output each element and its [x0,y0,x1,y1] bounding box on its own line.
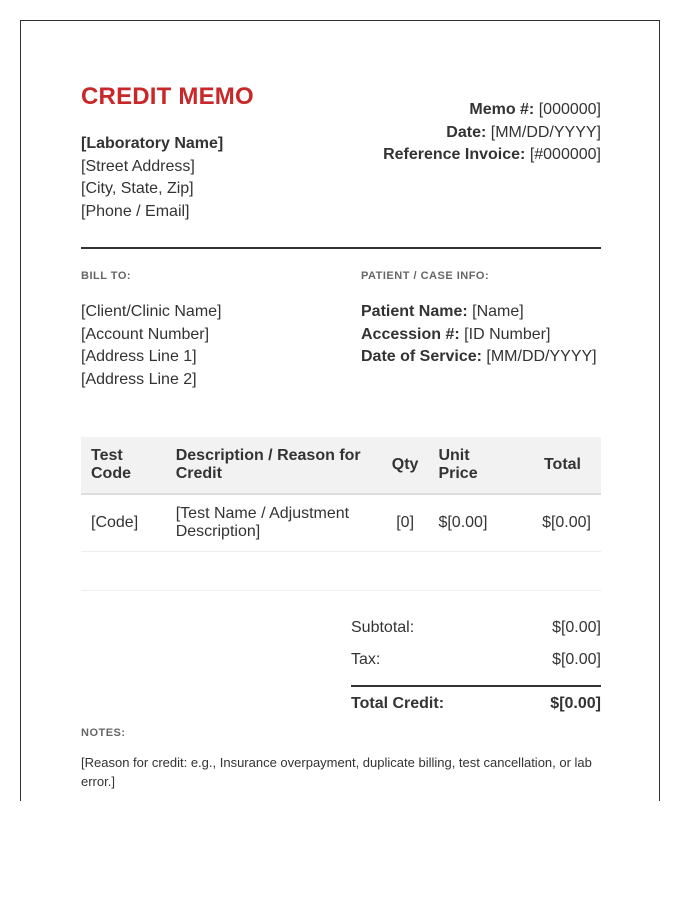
memo-meta [383,99,601,167]
cell-description: [Test Name / Adjustment Description] [166,494,382,552]
totals-block [351,617,601,712]
total-credit-row [351,695,601,717]
total-credit-label: Total Credit: [351,695,445,712]
patient-name-value: [Name] [472,303,524,320]
accession-value: [ID Number] [464,325,551,343]
memo-number-line [383,99,601,122]
memo-number-label: Memo #: [469,101,535,118]
total-credit-value: $[0.00] [550,695,601,712]
header-qty: Qty [382,437,429,494]
memo-number-value: [000000] [538,101,601,118]
header-unit-price: Unit Price [428,437,513,494]
address-line-1: [Address Line 1] [81,348,197,365]
patient-name-line [361,301,597,324]
street-address: [Street Address] [81,157,195,175]
table-row [81,494,601,552]
bill-to-label: BILL TO: [81,270,132,282]
tax-value: $[0.00] [552,651,601,668]
reference-invoice-label: Reference Invoice: [383,146,526,163]
account-number: [Account Number] [81,325,210,343]
bill-to-block [81,301,221,391]
reference-invoice-value: [#000000] [529,146,601,163]
laboratory-info [81,133,223,223]
tax-label: Tax: [351,651,381,668]
cell-qty: [0] [382,494,429,552]
memo-date-label: Date: [446,123,487,141]
subtotal-row [351,617,601,649]
memo-date-value: [MM/DD/YYYY] [490,123,601,141]
subtotal-label: Subtotal: [351,619,415,636]
date-of-service-label: Date of Service: [361,348,482,365]
patient-info-block [361,301,597,369]
header-total: Total [513,437,601,494]
patient-info-label: PATIENT / CASE INFO: [361,270,490,282]
date-of-service-line [361,346,597,369]
credit-memo-page [20,20,660,801]
document-title: CREDIT MEMO [81,83,254,110]
patient-name-label: Patient Name: [361,303,468,320]
city-state-zip: [City, State, Zip] [81,180,194,197]
client-clinic-name: [Client/Clinic Name] [81,303,222,320]
header-description: Description / Reason for Credit [166,437,382,494]
total-divider [351,685,601,687]
date-of-service-value: [MM/DD/YYYY] [486,348,597,365]
phone-email: [Phone / Email] [81,202,190,220]
header-divider [81,247,601,249]
table-header-row [81,437,601,494]
accession-label: Accession #: [361,325,460,343]
notes-label: NOTES: [81,727,126,739]
subtotal-value: $[0.00] [552,619,601,636]
cell-test-code: [Code] [81,494,166,552]
notes-text: [Reason for credit: e.g., Insurance overpayment, duplicate billing, test cancellation, or lab error.] [81,755,592,789]
laboratory-name: [Laboratory Name] [81,135,224,152]
cell-total: $[0.00] [513,494,601,552]
memo-date-line [383,122,601,145]
cell-unit-price: $[0.00] [428,494,513,552]
line-items-table [81,437,601,552]
table-bottom-divider [81,590,601,591]
accession-line [361,324,597,347]
header-test-code: Test Code [81,437,166,494]
tax-row [351,649,601,681]
reference-invoice-line [383,144,601,167]
address-line-2: [Address Line 2] [81,370,197,388]
